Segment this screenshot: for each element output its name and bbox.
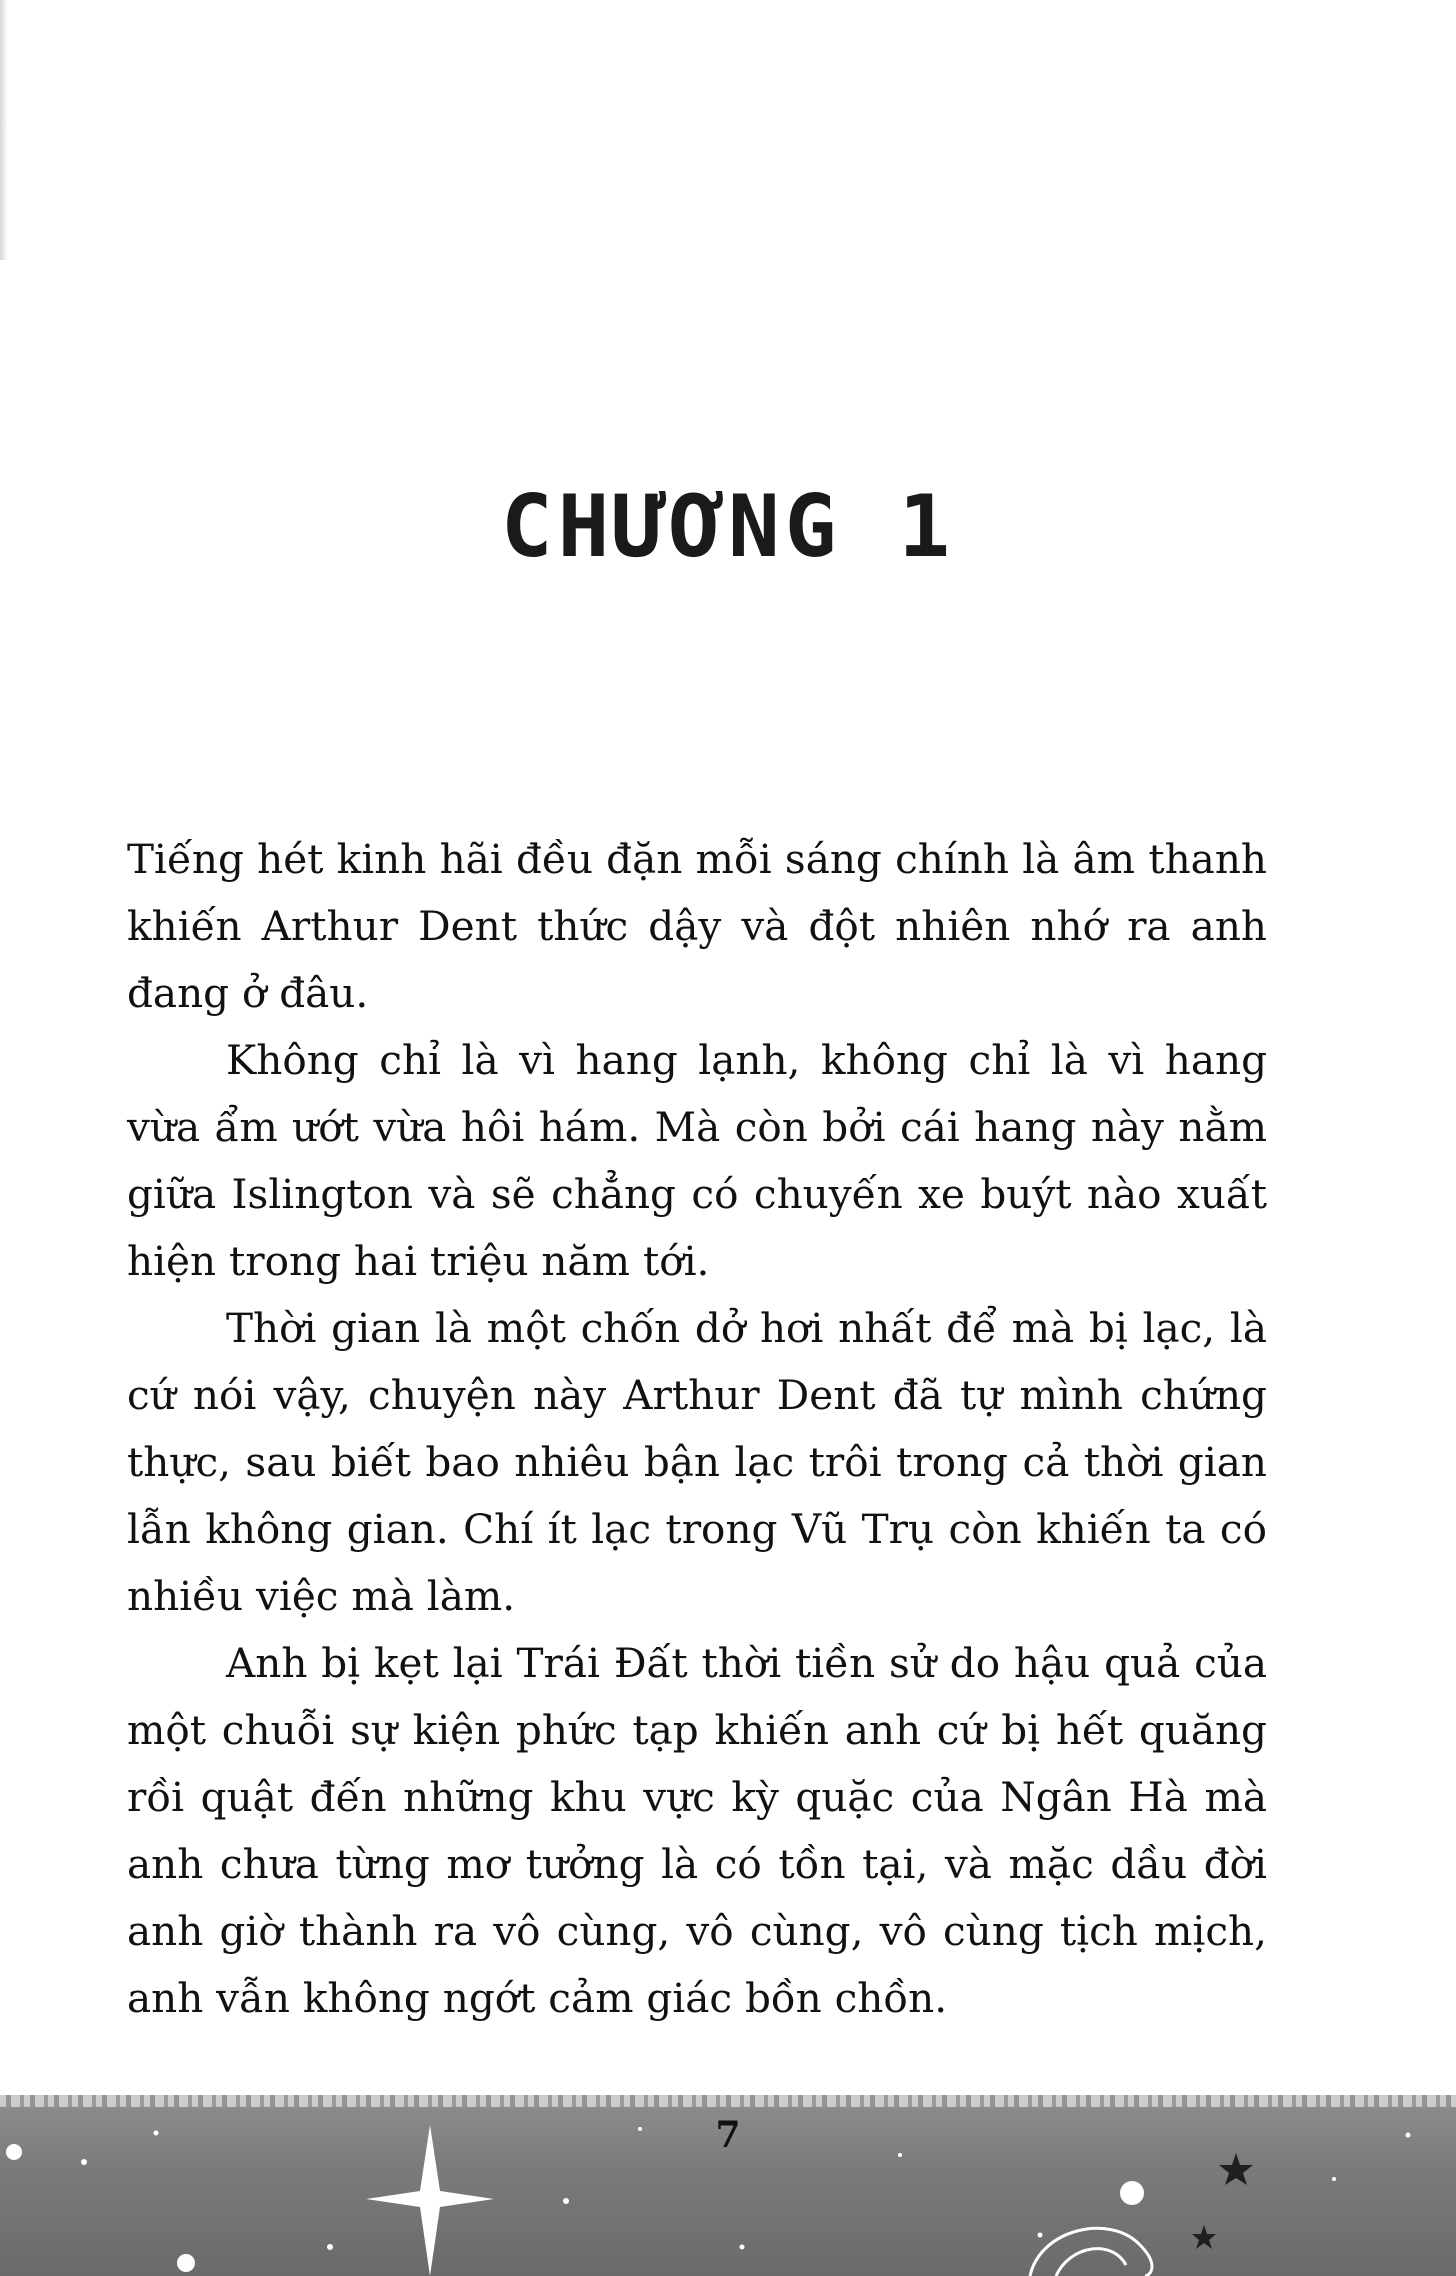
star-dot-icon bbox=[327, 2244, 333, 2250]
star-dot-icon bbox=[740, 2245, 745, 2250]
chapter-body bbox=[127, 826, 1267, 2032]
star-dot-icon bbox=[1332, 2177, 1336, 2181]
star-dot-icon bbox=[1038, 2233, 1043, 2238]
page-edge-shadow bbox=[0, 0, 8, 260]
paragraph-4: Anh bị kẹt lại Trái Đất thời tiền sử do hậu quả của một chuỗi sự kiện phức tạp khiến anh cứ bị hết quăng rồi quật đến những khu vực kỳ quặc của Ngân Hà mà anh chưa từng mơ tưởng là có tồn tại, và mặc dầu đời anh giờ thành ra vô cùng, vô cùng, vô cùng tịch mịch, anh vẫn không ngớt cảm giác bồn chồn. bbox=[127, 1639, 1267, 2022]
chapter-title: CHƯƠNG 1 bbox=[500, 477, 956, 577]
planet-dot-icon bbox=[1120, 2181, 1144, 2205]
paragraph-3: Thời gian là một chốn dở hơi nhất để mà bị lạc, là cứ nói vậy, chuyện này Arthur Dent đã tự mình chứng thực, sau biết bao nhiêu bận lạc trôi trong cả thời gian lẫn không gian. Chí ít lạc trong Vũ Trụ còn khiến ta có nhiều việc mà làm. bbox=[127, 1304, 1267, 1620]
small-star-icon bbox=[1192, 2225, 1216, 2249]
planet-ring-icon bbox=[1030, 2228, 1152, 2276]
small-star-icon bbox=[1219, 2153, 1253, 2185]
planet-dot-icon bbox=[177, 2254, 195, 2272]
planet-ring-icon bbox=[1056, 2249, 1126, 2276]
paragraph-1: Tiếng hét kinh hãi đều đặn mỗi sáng chính là âm thanh khiến Arthur Dent thức dậy và đột nhiên nhớ ra anh đang ở đâu. bbox=[127, 835, 1267, 1017]
star-dot-icon bbox=[81, 2159, 87, 2165]
page-number: 7 bbox=[715, 2114, 741, 2156]
star-dot-icon bbox=[563, 2198, 569, 2204]
paragraph-2: Không chỉ là vì hang lạnh, không chỉ là vì hang vừa ẩm ướt vừa hôi hám. Mà còn bởi cái hang này nằm giữa Islington và sẽ chẳng có chuyến xe buýt nào xuất hiện trong hai triệu năm tới. bbox=[127, 1036, 1267, 1285]
